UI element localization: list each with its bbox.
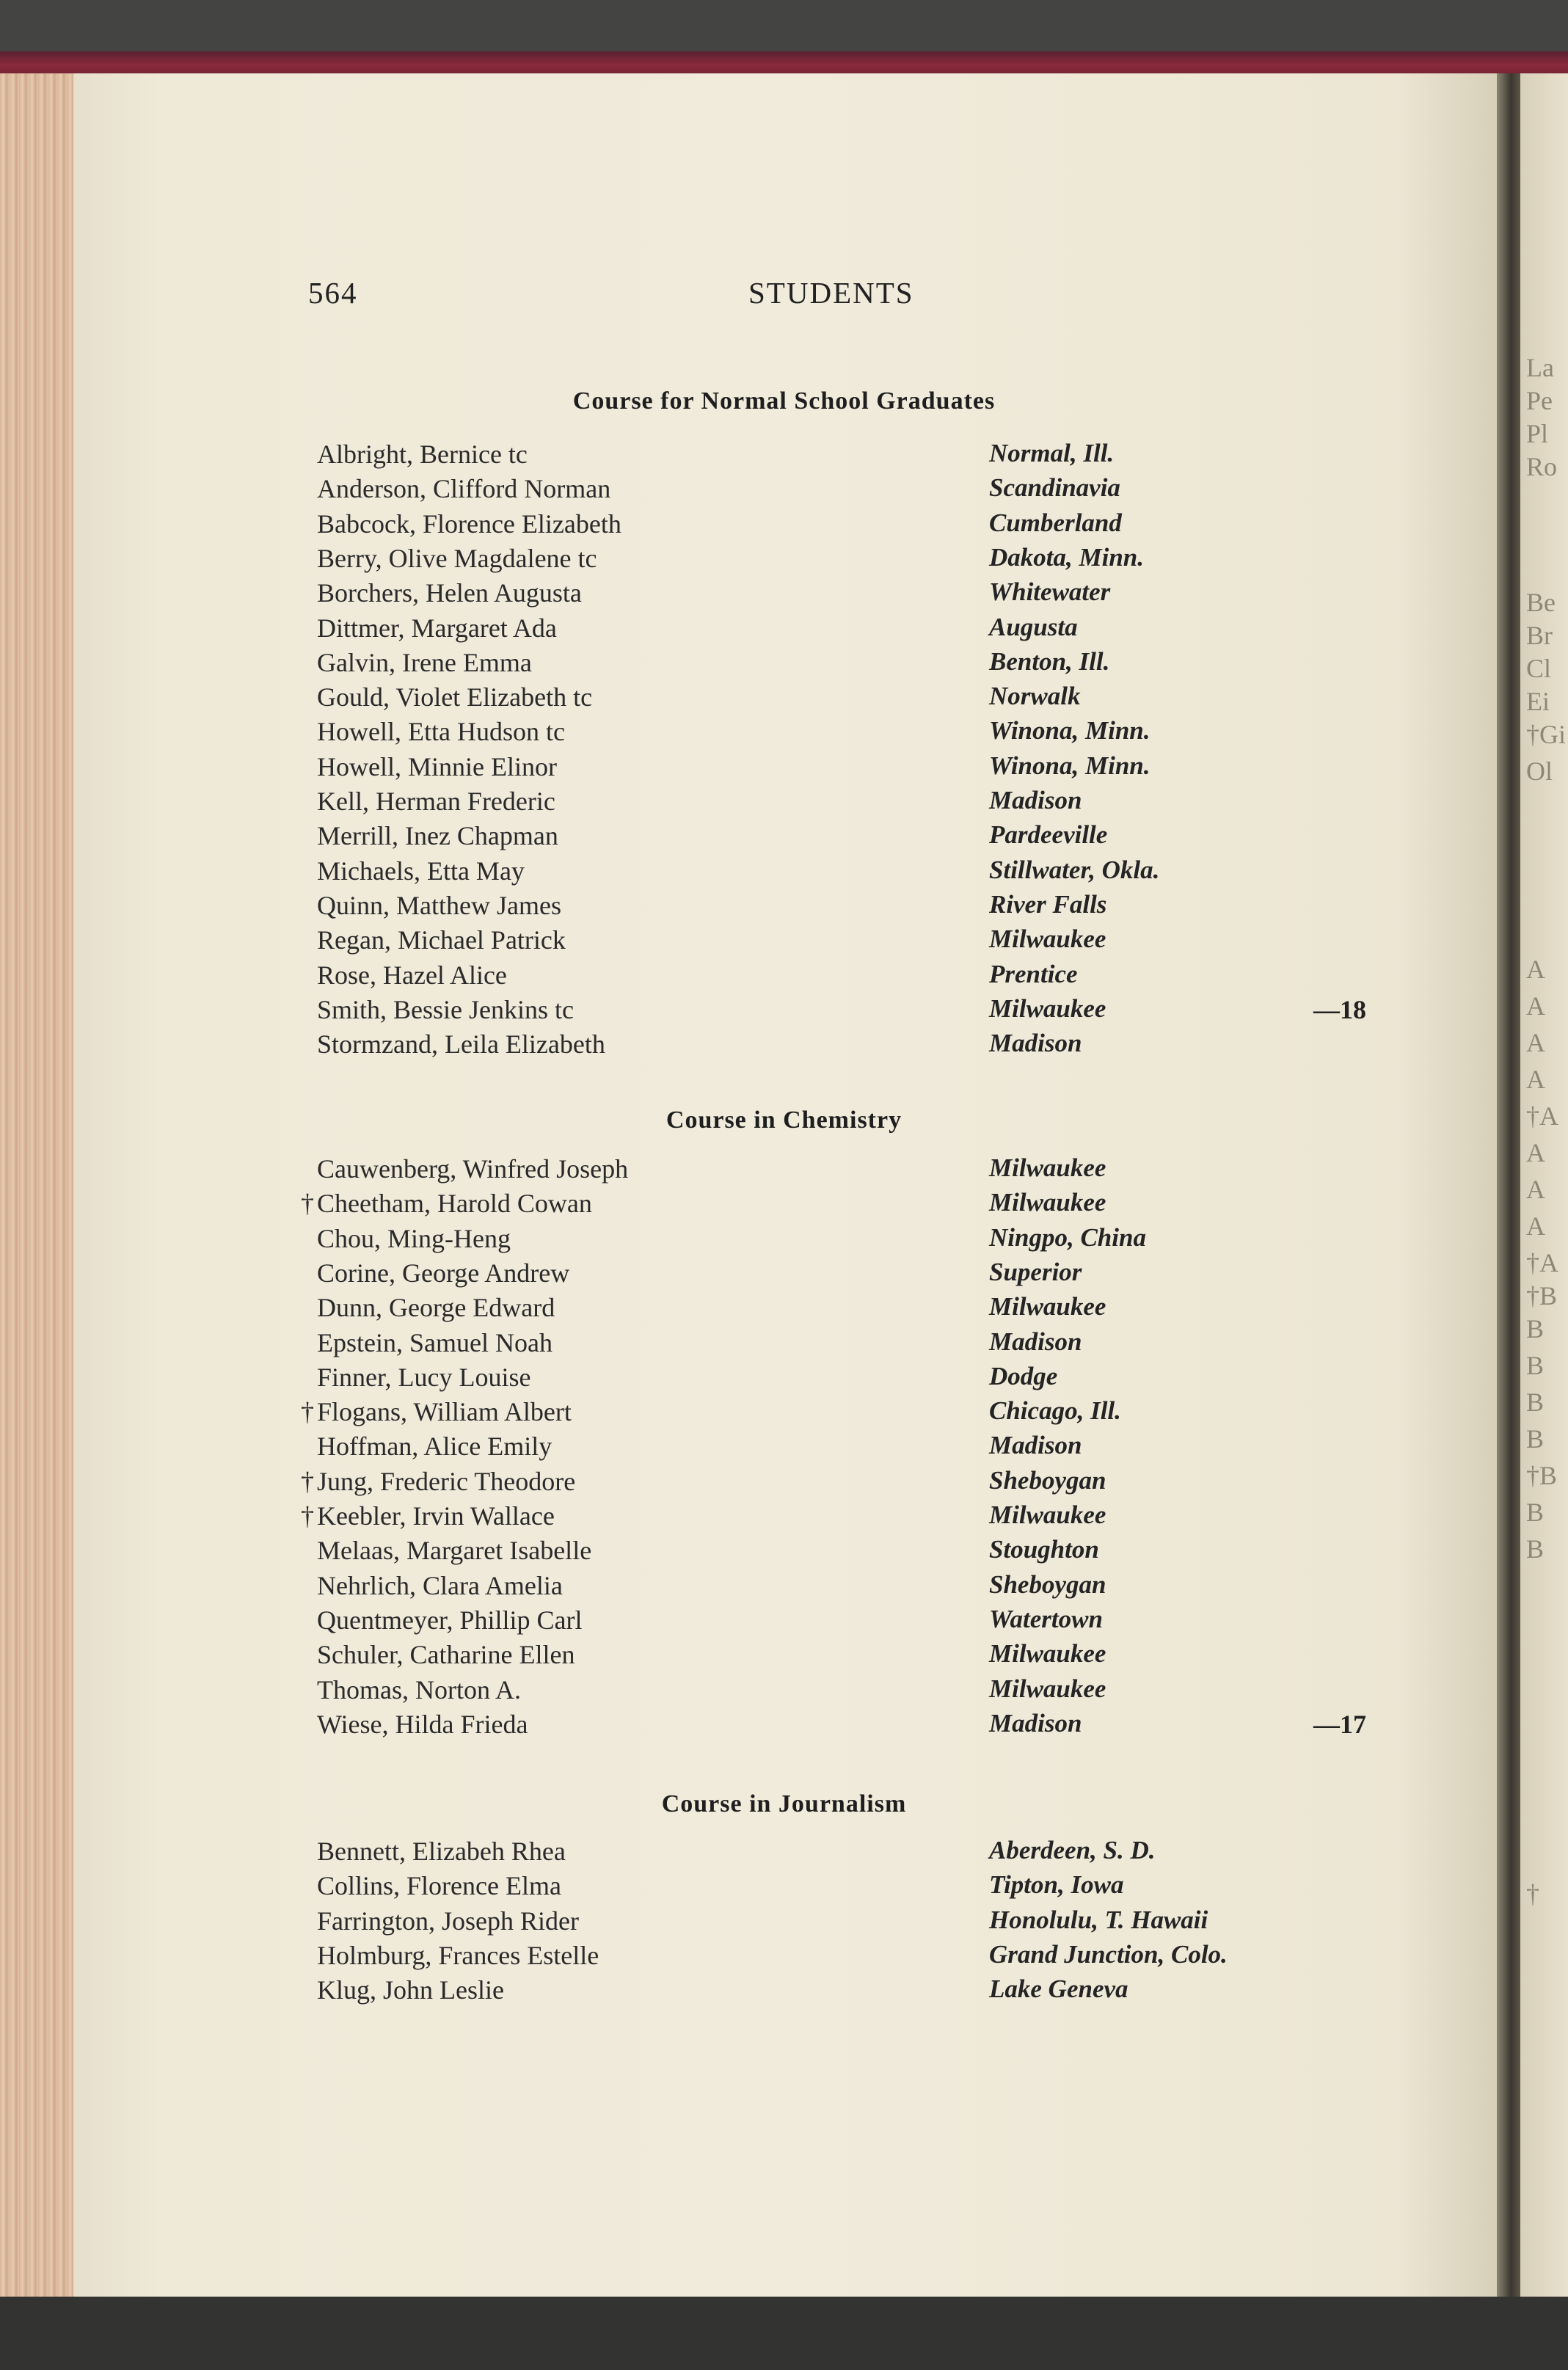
student-hometown: Milwaukee — [989, 1188, 1106, 1217]
student-entry — [0, 1396, 1568, 1432]
student-entry — [0, 1605, 1568, 1640]
student-hometown: River Falls — [989, 890, 1107, 919]
student-hometown: Winona, Minn. — [989, 751, 1151, 780]
student-entry — [0, 1466, 1568, 1501]
student-hometown: Winona, Minn. — [989, 716, 1151, 745]
student-name: Michaels, Etta May — [317, 856, 525, 886]
student-name: Rose, Hazel Alice — [317, 960, 507, 990]
student-name: Corine, George Andrew — [317, 1258, 570, 1288]
facing-page-text: †B — [1526, 1281, 1558, 1310]
facing-page-text: A — [1526, 1065, 1545, 1094]
student-hometown: Grand Junction, Colo. — [989, 1940, 1228, 1969]
student-hometown: Milwaukee — [989, 994, 1106, 1023]
student-hometown: Sheboygan — [989, 1570, 1106, 1599]
student-entry — [0, 994, 1568, 1029]
student-name: Flogans, William Albert — [317, 1397, 572, 1426]
student-hometown: Stillwater, Okla. — [989, 856, 1160, 884]
student-name: Keebler, Irvin Wallace — [317, 1501, 555, 1531]
student-name: Hoffman, Alice Emily — [317, 1432, 553, 1461]
student-hometown: Sheboygan — [989, 1466, 1106, 1495]
running-head: STUDENTS — [748, 276, 914, 310]
facing-page-text: Cl — [1526, 654, 1552, 683]
student-name: Klug, John Leslie — [317, 1975, 504, 2005]
student-name: Regan, Michael Patrick — [317, 925, 566, 955]
page-number: 564 — [308, 276, 358, 310]
student-hometown: Cumberland — [989, 508, 1122, 537]
facing-page-text: †A — [1526, 1248, 1558, 1277]
student-hometown: Normal, Ill. — [989, 439, 1115, 467]
student-entry — [0, 1362, 1568, 1397]
facing-page-text: A — [1526, 1028, 1545, 1057]
section-title: Course in Journalism — [661, 1790, 907, 1817]
student-hometown: Dodge — [989, 1362, 1058, 1390]
student-entry — [0, 1153, 1568, 1189]
student-hometown: Scandinavia — [989, 473, 1120, 502]
student-entry — [0, 1709, 1568, 1744]
student-entry — [0, 1029, 1568, 1064]
facing-page-text: B — [1526, 1388, 1545, 1417]
facing-page-text: Be — [1526, 588, 1556, 617]
dagger-mark: † — [301, 1189, 314, 1218]
facing-page-text: A — [1526, 1175, 1545, 1204]
student-hometown: Benton, Ill. — [989, 647, 1110, 676]
student-hometown: Milwaukee — [989, 1639, 1106, 1668]
dagger-mark: † — [301, 1397, 314, 1426]
student-name: Collins, Florence Elma — [317, 1871, 561, 1900]
student-entry — [0, 1223, 1568, 1258]
facing-page-text: Pl — [1526, 419, 1549, 448]
student-entry — [0, 543, 1568, 578]
student-hometown: Stoughton — [989, 1535, 1099, 1564]
student-name: Quinn, Matthew James — [317, 891, 561, 920]
student-entry — [0, 577, 1568, 613]
facing-page-text: Ro — [1526, 452, 1558, 481]
student-hometown: Whitewater — [989, 577, 1111, 606]
student-entry — [0, 1188, 1568, 1223]
photo-backdrop-top — [0, 0, 1568, 59]
student-hometown: Milwaukee — [989, 1292, 1106, 1321]
student-name: Jung, Frederic Theodore — [317, 1467, 576, 1496]
student-hometown: Milwaukee — [989, 1674, 1106, 1703]
student-hometown: Watertown — [989, 1605, 1103, 1633]
student-entry — [0, 439, 1568, 474]
student-name: Thomas, Norton A. — [317, 1675, 521, 1704]
student-entry — [0, 647, 1568, 682]
facing-page-text: B — [1526, 1314, 1545, 1343]
student-entry — [0, 1535, 1568, 1570]
facing-page-text: A — [1526, 991, 1545, 1021]
facing-page-text: † — [1526, 1879, 1539, 1908]
student-name: Smith, Bessie Jenkins tc — [317, 995, 574, 1024]
photo-backdrop-bottom — [0, 2297, 1568, 2370]
facing-page-text: Ol — [1526, 756, 1553, 786]
student-name: Galvin, Irene Emma — [317, 648, 532, 677]
student-name: Merrill, Inez Chapman — [317, 821, 558, 850]
student-hometown: Lake Geneva — [989, 1975, 1128, 2003]
student-entry — [0, 473, 1568, 508]
student-hometown: Madison — [989, 1431, 1082, 1459]
student-name: Dittmer, Margaret Ada — [317, 613, 557, 643]
student-entry — [0, 1940, 1568, 1975]
student-entry — [0, 1870, 1568, 1906]
student-name: Bennett, Elizabeh Rhea — [317, 1837, 566, 1866]
student-hometown: Milwaukee — [989, 1153, 1106, 1182]
student-entry — [0, 1431, 1568, 1466]
student-entry — [0, 1639, 1568, 1674]
student-hometown: Chicago, Ill. — [989, 1396, 1121, 1425]
facing-page-text: †Gi — [1526, 720, 1566, 749]
student-entry — [0, 1292, 1568, 1327]
facing-page-text: Br — [1526, 621, 1553, 650]
student-hometown: Augusta — [989, 613, 1078, 641]
student-name: Howell, Minnie Elinor — [317, 752, 557, 781]
student-entry — [0, 890, 1568, 925]
section-count: —17 — [1313, 1710, 1366, 1739]
student-hometown: Dakota, Minn. — [989, 543, 1145, 572]
student-entry — [0, 1674, 1568, 1710]
student-name: Cheetham, Harold Cowan — [317, 1189, 592, 1218]
student-name: Schuler, Catharine Ellen — [317, 1640, 575, 1669]
facing-page-text: Ei — [1526, 687, 1550, 716]
section-title: Course in Chemistry — [666, 1106, 902, 1134]
facing-page-text: B — [1526, 1498, 1545, 1527]
student-name: Farrington, Joseph Rider — [317, 1906, 579, 1936]
student-name: Babcock, Florence Elizabeth — [317, 509, 621, 539]
student-name: Cauwenberg, Winfred Joseph — [317, 1154, 629, 1184]
student-entry — [0, 1906, 1568, 1941]
facing-page-text: A — [1526, 1211, 1545, 1241]
student-entry — [0, 856, 1568, 891]
student-hometown: Madison — [989, 1709, 1082, 1738]
student-entry — [0, 1501, 1568, 1536]
student-entry — [0, 716, 1568, 751]
student-entry — [0, 1836, 1568, 1871]
student-hometown: Pardeeville — [989, 820, 1108, 849]
student-hometown: Tipton, Iowa — [989, 1870, 1124, 1899]
student-entry — [0, 1975, 1568, 2010]
student-name: Chou, Ming-Heng — [317, 1224, 511, 1253]
section-count: —18 — [1313, 995, 1366, 1024]
facing-page-text: B — [1526, 1351, 1545, 1380]
facing-page-text: A — [1526, 1138, 1545, 1167]
section-title: Course for Normal School Graduates — [572, 387, 996, 415]
student-hometown: Madison — [989, 1029, 1082, 1057]
facing-page-text: B — [1526, 1424, 1545, 1454]
facing-page-text: A — [1526, 955, 1545, 984]
student-name: Howell, Etta Hudson tc — [317, 717, 565, 746]
student-name: Anderson, Clifford Norman — [317, 474, 611, 503]
student-name: Nehrlich, Clara Amelia — [317, 1571, 563, 1600]
student-name: Dunn, George Edward — [317, 1293, 555, 1322]
student-hometown: Superior — [989, 1258, 1082, 1286]
facing-page-text: †B — [1526, 1461, 1558, 1490]
student-entry — [0, 960, 1568, 995]
student-entry — [0, 786, 1568, 821]
student-name: Gould, Violet Elizabeth tc — [317, 682, 593, 712]
student-name: Wiese, Hilda Frieda — [317, 1710, 528, 1739]
dagger-mark: † — [301, 1501, 314, 1531]
student-entry — [0, 613, 1568, 648]
student-name: Albright, Bernice tc — [317, 440, 528, 469]
student-entry — [0, 820, 1568, 856]
student-name: Berry, Olive Magdalene tc — [317, 544, 597, 573]
student-hometown: Ningpo, China — [989, 1223, 1146, 1252]
student-name: Borchers, Helen Augusta — [317, 578, 582, 608]
facing-page-text: La — [1526, 353, 1554, 382]
student-hometown: Prentice — [989, 960, 1078, 988]
facing-page-text: †A — [1526, 1101, 1558, 1131]
student-hometown: Madison — [989, 786, 1082, 814]
student-entry — [0, 925, 1568, 960]
dagger-mark: † — [301, 1467, 314, 1496]
student-name: Kell, Herman Frederic — [317, 787, 555, 816]
facing-page-text: Pe — [1526, 386, 1553, 415]
student-hometown: Milwaukee — [989, 925, 1106, 953]
student-hometown: Aberdeen, S. D. — [989, 1836, 1156, 1864]
student-name: Melaas, Margaret Isabelle — [317, 1536, 592, 1565]
student-hometown: Milwaukee — [989, 1501, 1106, 1529]
student-name: Stormzand, Leila Elizabeth — [317, 1029, 605, 1059]
student-entry — [0, 1570, 1568, 1605]
student-entry — [0, 1258, 1568, 1293]
student-entry — [0, 1327, 1568, 1363]
student-hometown: Madison — [989, 1327, 1082, 1356]
student-hometown: Honolulu, T. Hawaii — [989, 1906, 1208, 1934]
student-hometown: Norwalk — [989, 682, 1081, 710]
student-entry — [0, 508, 1568, 544]
student-entry — [0, 682, 1568, 717]
student-entry — [0, 751, 1568, 787]
student-name: Holmburg, Frances Estelle — [317, 1941, 599, 1970]
student-name: Epstein, Samuel Noah — [317, 1328, 553, 1357]
facing-page-text: B — [1526, 1534, 1545, 1564]
student-name: Quentmeyer, Phillip Carl — [317, 1605, 583, 1635]
student-name: Finner, Lucy Louise — [317, 1363, 531, 1392]
